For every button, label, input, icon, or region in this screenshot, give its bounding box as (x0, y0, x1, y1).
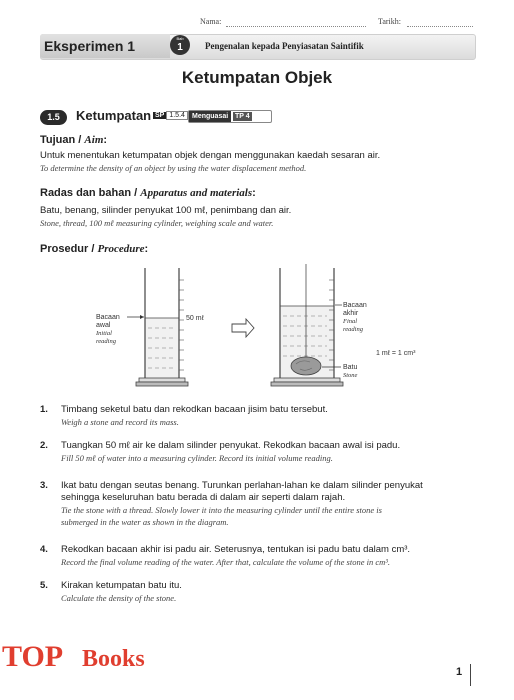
date-label: Tarikh: (378, 17, 401, 26)
initial-reading-label-en-2: reading (96, 338, 116, 345)
step-text-en-line-1: Tie the stone with a thread. Slowly lower it into the measuring cylinder until the entire stone is (61, 505, 382, 515)
aim-text-ms: Untuk menentukan ketumpatan objek dengan menggunakan kaedah sesaran air. (40, 150, 381, 161)
step-text-en: Record the final volume reading of the water. After that, calculate the volume of the stone in cm³. (61, 557, 390, 567)
aim-heading (40, 134, 107, 146)
aim-heading-colon: : (103, 134, 108, 146)
step-text-ms: Timbang seketul batu dan rekodkan bacaan jisim batu tersebut. (61, 404, 328, 415)
materials-text-en: Stone, thread, 100 mℓ measuring cylinder, weighing scale and water. (40, 218, 274, 228)
stone-label-ms: Batu (343, 364, 358, 371)
procedure-heading-en: Procedure (97, 243, 145, 255)
final-reading-label-en-2: reading (343, 326, 363, 333)
step-text-ms-line-1: Ikat batu dengan seutas benang. Turunkan perlahan-lahan ke dalam silinder penyukat (61, 480, 423, 491)
step-number: 4. (40, 544, 48, 555)
page-title: Ketumpatan Objek (181, 68, 333, 87)
final-reading-label-en-1: Final (343, 318, 358, 325)
step-3 (40, 480, 480, 544)
name-line (226, 26, 366, 27)
name-label: Nama: (200, 17, 222, 26)
procedure-steps (40, 404, 480, 610)
tp-level: TP 4 (235, 113, 250, 120)
chapter-badge (170, 35, 190, 55)
topbooks-logo-books: Books (82, 646, 145, 672)
unit-note: 1 mℓ = 1 cm³ (376, 350, 416, 357)
materials-heading-ms: Radas dan bahan / (40, 187, 138, 199)
step-text-en-line-2: submerged in the water as shown in the diagram. (61, 517, 229, 527)
section-title: Ketumpatan (76, 108, 152, 123)
procedure-heading-colon: : (144, 243, 149, 255)
aim-heading-en: Aim (84, 134, 104, 146)
final-reading-label-ms-1: Bacaan (343, 302, 367, 309)
materials-heading-colon: : (252, 187, 256, 199)
materials-text-ms: Batu, benang, silinder penyukat 100 mℓ, penimbang dan air. (40, 205, 292, 216)
stone-label-en: Stone (343, 372, 358, 379)
initial-reading-label-ms-1: Bacaan (96, 314, 120, 321)
topbooks-logo-top: TOP (2, 640, 64, 673)
step-text-en: Fill 50 mℓ of water into a measuring cylinder. Record its initial volume reading. (61, 453, 333, 463)
step-4 (40, 544, 480, 580)
page-number: 1 (456, 666, 463, 678)
step-number: 2. (40, 440, 48, 451)
sp-reference (153, 112, 188, 119)
step-5 (40, 580, 480, 610)
step-text-ms-line-2: sehingga keseluruhan batu berada di dalam air seperti dalam rajah. (61, 492, 346, 503)
sp-tag: SP (155, 112, 165, 119)
step-number: 5. (40, 580, 48, 591)
final-reading-label-ms-2: akhir (343, 310, 359, 317)
date-line (407, 26, 473, 27)
step-2 (40, 438, 480, 480)
mastery-box (188, 110, 272, 123)
step-text-ms: Rekodkan bacaan akhir isi padu air. Seterusnya, tentukan isi padu batu dalam cm³. (61, 544, 411, 555)
sp-value: 1.5.4 (166, 111, 188, 120)
step-number: 3. (40, 480, 48, 491)
step-text-ms: Tuangkan 50 mℓ air ke dalam silinder penyukat. Rekodkan bacaan awal isi padu. (61, 440, 401, 451)
step-text-en: Calculate the density of the stone. (61, 593, 177, 603)
section-number-badge: 1.5 (40, 110, 67, 125)
step-text-ms: Kirakan ketumpatan batu itu. (61, 580, 182, 591)
step-1 (40, 404, 480, 438)
procedure-heading-ms: Prosedur / (40, 243, 95, 255)
measuring-cylinder-final (271, 264, 343, 386)
initial-reading-label-en-1: Initial (96, 330, 112, 337)
materials-heading-en: Apparatus and materials (140, 187, 253, 199)
step-number: 1. (40, 404, 48, 415)
chapter-title: Pengenalan kepada Penyiasatan Saintifik (205, 41, 364, 51)
aim-text-en: To determine the density of an object by using the water displacement method. (40, 163, 307, 173)
procedure-diagram (0, 260, 514, 395)
experiment-title: Eksperimen 1 (44, 38, 136, 54)
initial-reading-label-ms-2: awal (96, 322, 111, 329)
mastery-label: Menguasai (189, 111, 231, 122)
procedure-heading (40, 243, 148, 255)
level-50ml-label: 50 mℓ (186, 315, 204, 322)
measuring-cylinder-initial (127, 268, 188, 386)
stone (291, 357, 321, 375)
page-number-rule (470, 664, 471, 686)
chapter-badge-label: Bab (176, 36, 184, 41)
chapter-badge-number: 1 (177, 42, 183, 53)
step-text-en: Weigh a stone and record its mass. (61, 417, 179, 427)
aim-heading-ms: Tujuan / (40, 134, 82, 146)
arrow-icon (232, 319, 254, 337)
materials-heading (40, 187, 256, 199)
